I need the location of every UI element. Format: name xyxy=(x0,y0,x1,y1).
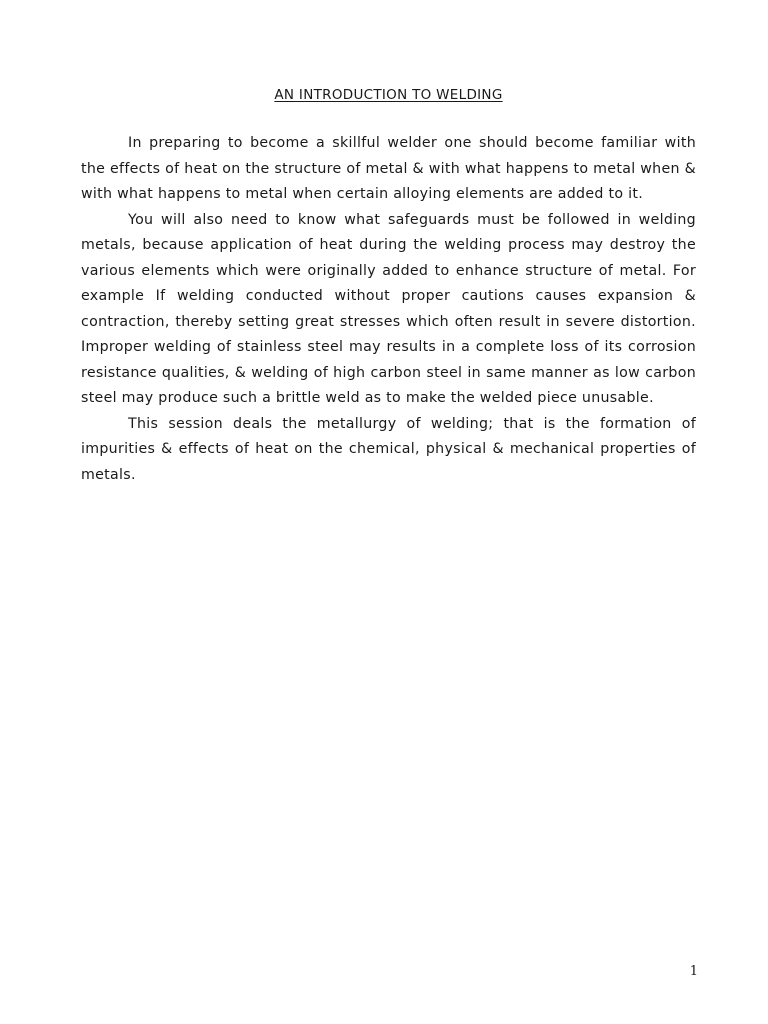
paragraph-safeguards: You will also need to know what safeguards must be followed in welding metals, because application of heat during the welding process may destroy the various elements which were originally added to enhance structure of metal. For example If welding conducted without proper cautions causes expansion & contraction, thereby setting great stresses which often result in severe distortion. Improper welding of stainless steel may results in a complete loss of its corrosion resistance qualities, & welding of high carbon steel in same manner as low carbon steel may produce such a brittle weld as to make the welded piece unusable. xyxy=(81,211,696,406)
paragraph-session: This session deals the metallurgy of welding; that is the formation of impurities & effects of heat on the chemical, physical & mechanical properties of metals. xyxy=(81,415,696,483)
paragraph-intro: In preparing to become a skillful welder one should become familiar with the effects of heat on the structure of metal & with what happens to metal when & with what happens to metal when certain alloying elements are added to it. xyxy=(81,135,696,202)
page-number: 1 xyxy=(689,964,698,979)
document-title: AN INTRODUCTION TO WELDING xyxy=(274,87,503,103)
document-body xyxy=(81,131,696,488)
